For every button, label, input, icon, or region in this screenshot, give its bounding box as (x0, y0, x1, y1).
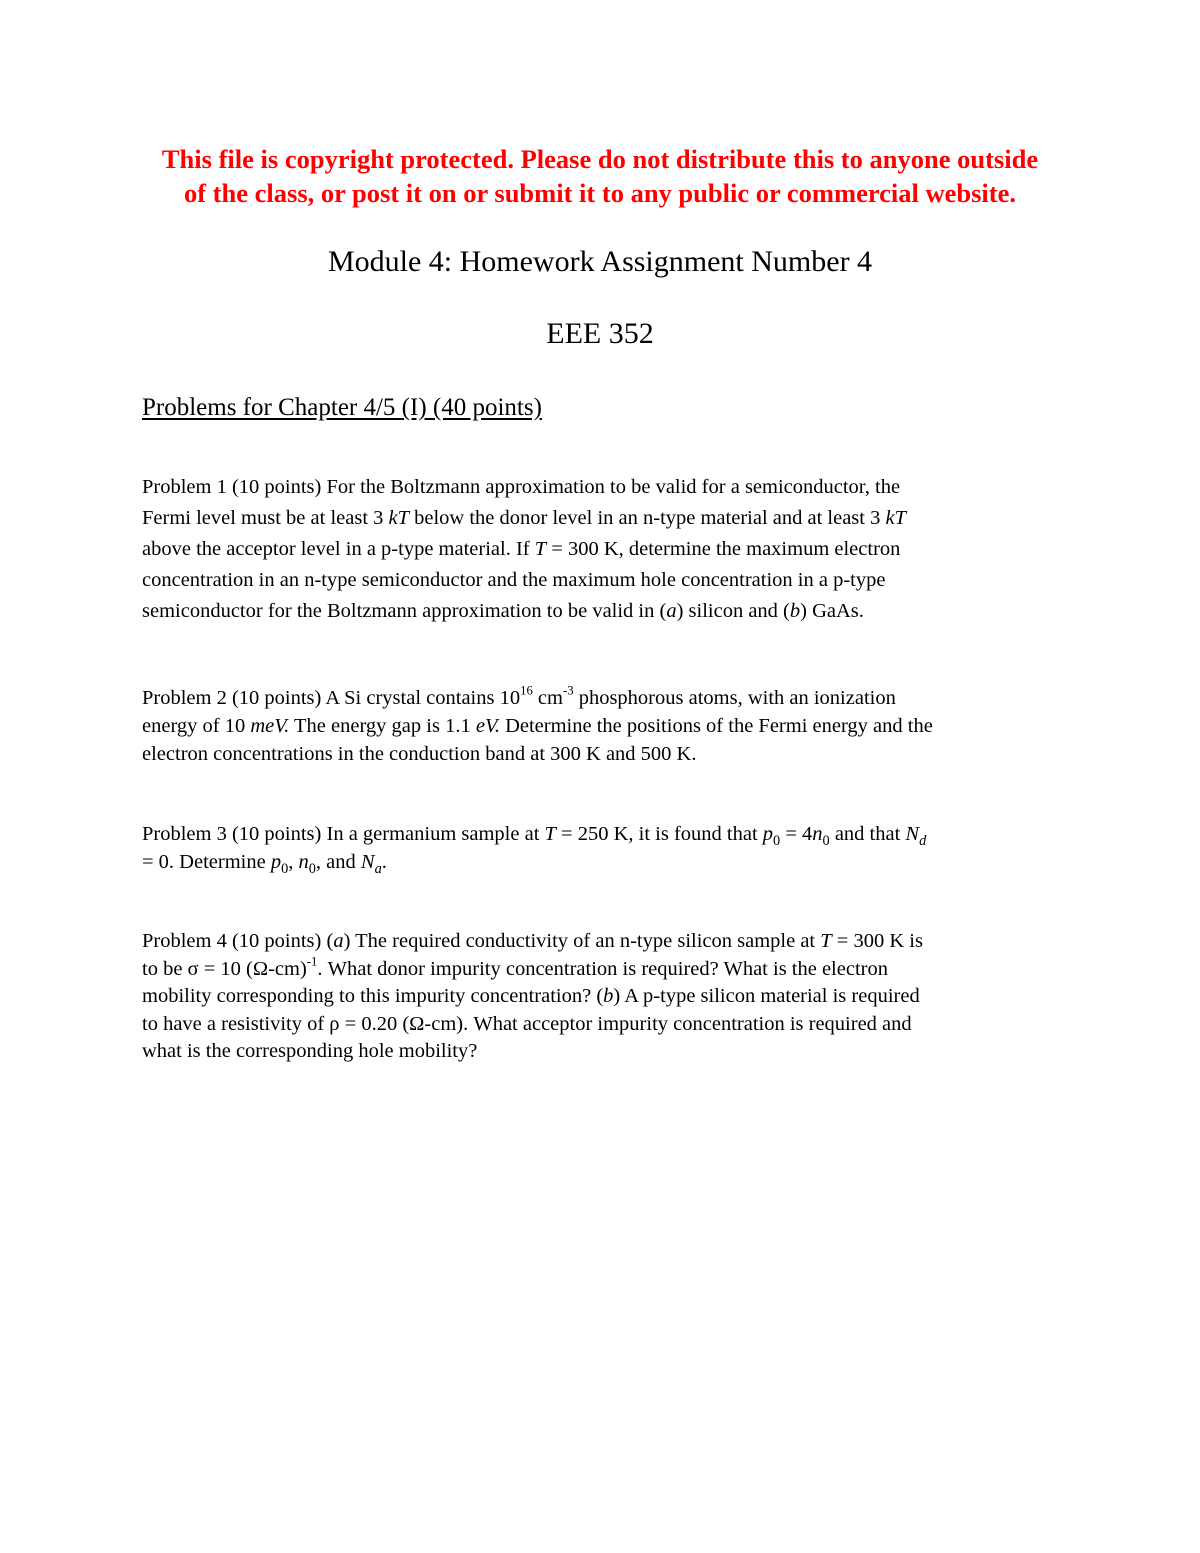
course-code: EEE 352 (546, 317, 654, 350)
problem-2 (142, 684, 1072, 768)
problem-1-line-2: Fermi level must be at least 3 kT below the donor level in an n-type material and at least 3 kT (142, 507, 906, 529)
problem-1 (142, 472, 1072, 627)
problem-4-line-2: to be σ = 10 $(\Omega-cm)^{-1}$. What donor impurity concentration is required? What is the electron (142, 953, 888, 980)
problem-4-line-4: to have a resistivity of ρ = 0.20 (Ω-cm). What acceptor impurity concentration is required and (142, 1012, 912, 1035)
problem-2-line-2: energy of 10 meV. The energy gap is 1.1 eV. Determine the positions of the Fermi energy and the (142, 715, 933, 737)
problem-2-line-1: Problem 2 (10 points) A Si crystal contains $10^{16}$ $cm^{-3}$ phosphorous atoms, with an ionization (142, 683, 896, 709)
section-heading: Problems for Chapter 4/5 (I) (40 points) (142, 394, 542, 421)
problem-3-line-2: = 0. Determine $p_0$, $n_0$, and $N_a$. (142, 851, 387, 878)
copyright-notice (120, 142, 1080, 210)
problem-4-line-5: what is the corresponding hole mobility? (142, 1040, 478, 1062)
problem-1-line-5: semiconductor for the Boltzmann approximation to be valid in (a) silicon and (b) GaAs. (142, 600, 864, 622)
problem-1-line-4: concentration in an n-type semiconductor and the maximum hole concentration in a p-type (142, 569, 886, 591)
problem-3-line-1: Problem 3 (10 points) In a germanium sample at T = 250 K, it is found that $p_0 = 4n_0$ and that $N_d$ (142, 823, 927, 850)
problem-4-line-1: Problem 4 (10 points) (a) The required conductivity of an n-type silicon sample at T = 300 K is (142, 930, 923, 952)
problem-1-line-1: Problem 1 (10 points) For the Boltzmann approximation to be valid for a semiconductor, the (142, 476, 901, 498)
problem-3 (142, 820, 1072, 876)
problem-4 (142, 928, 1072, 1066)
problem-1-line-3: above the acceptor level in a p-type material. If T = 300 K, determine the maximum electron (142, 538, 901, 560)
problem-4-line-3: mobility corresponding to this impurity concentration? (b) A p-type silicon material is required (142, 985, 920, 1007)
problem-2-line-3: electron concentrations in the conduction band at 300 K and 500 K. (142, 743, 697, 765)
copyright-notice-line-1: This file is copyright protected. Please do not distribute this to anyone outside (161, 144, 1039, 174)
copyright-notice-line-2: of the class, or post it on or submit it to any public or commercial website. (183, 178, 1017, 208)
page-title: Module 4: Homework Assignment Number 4 (327, 245, 873, 278)
